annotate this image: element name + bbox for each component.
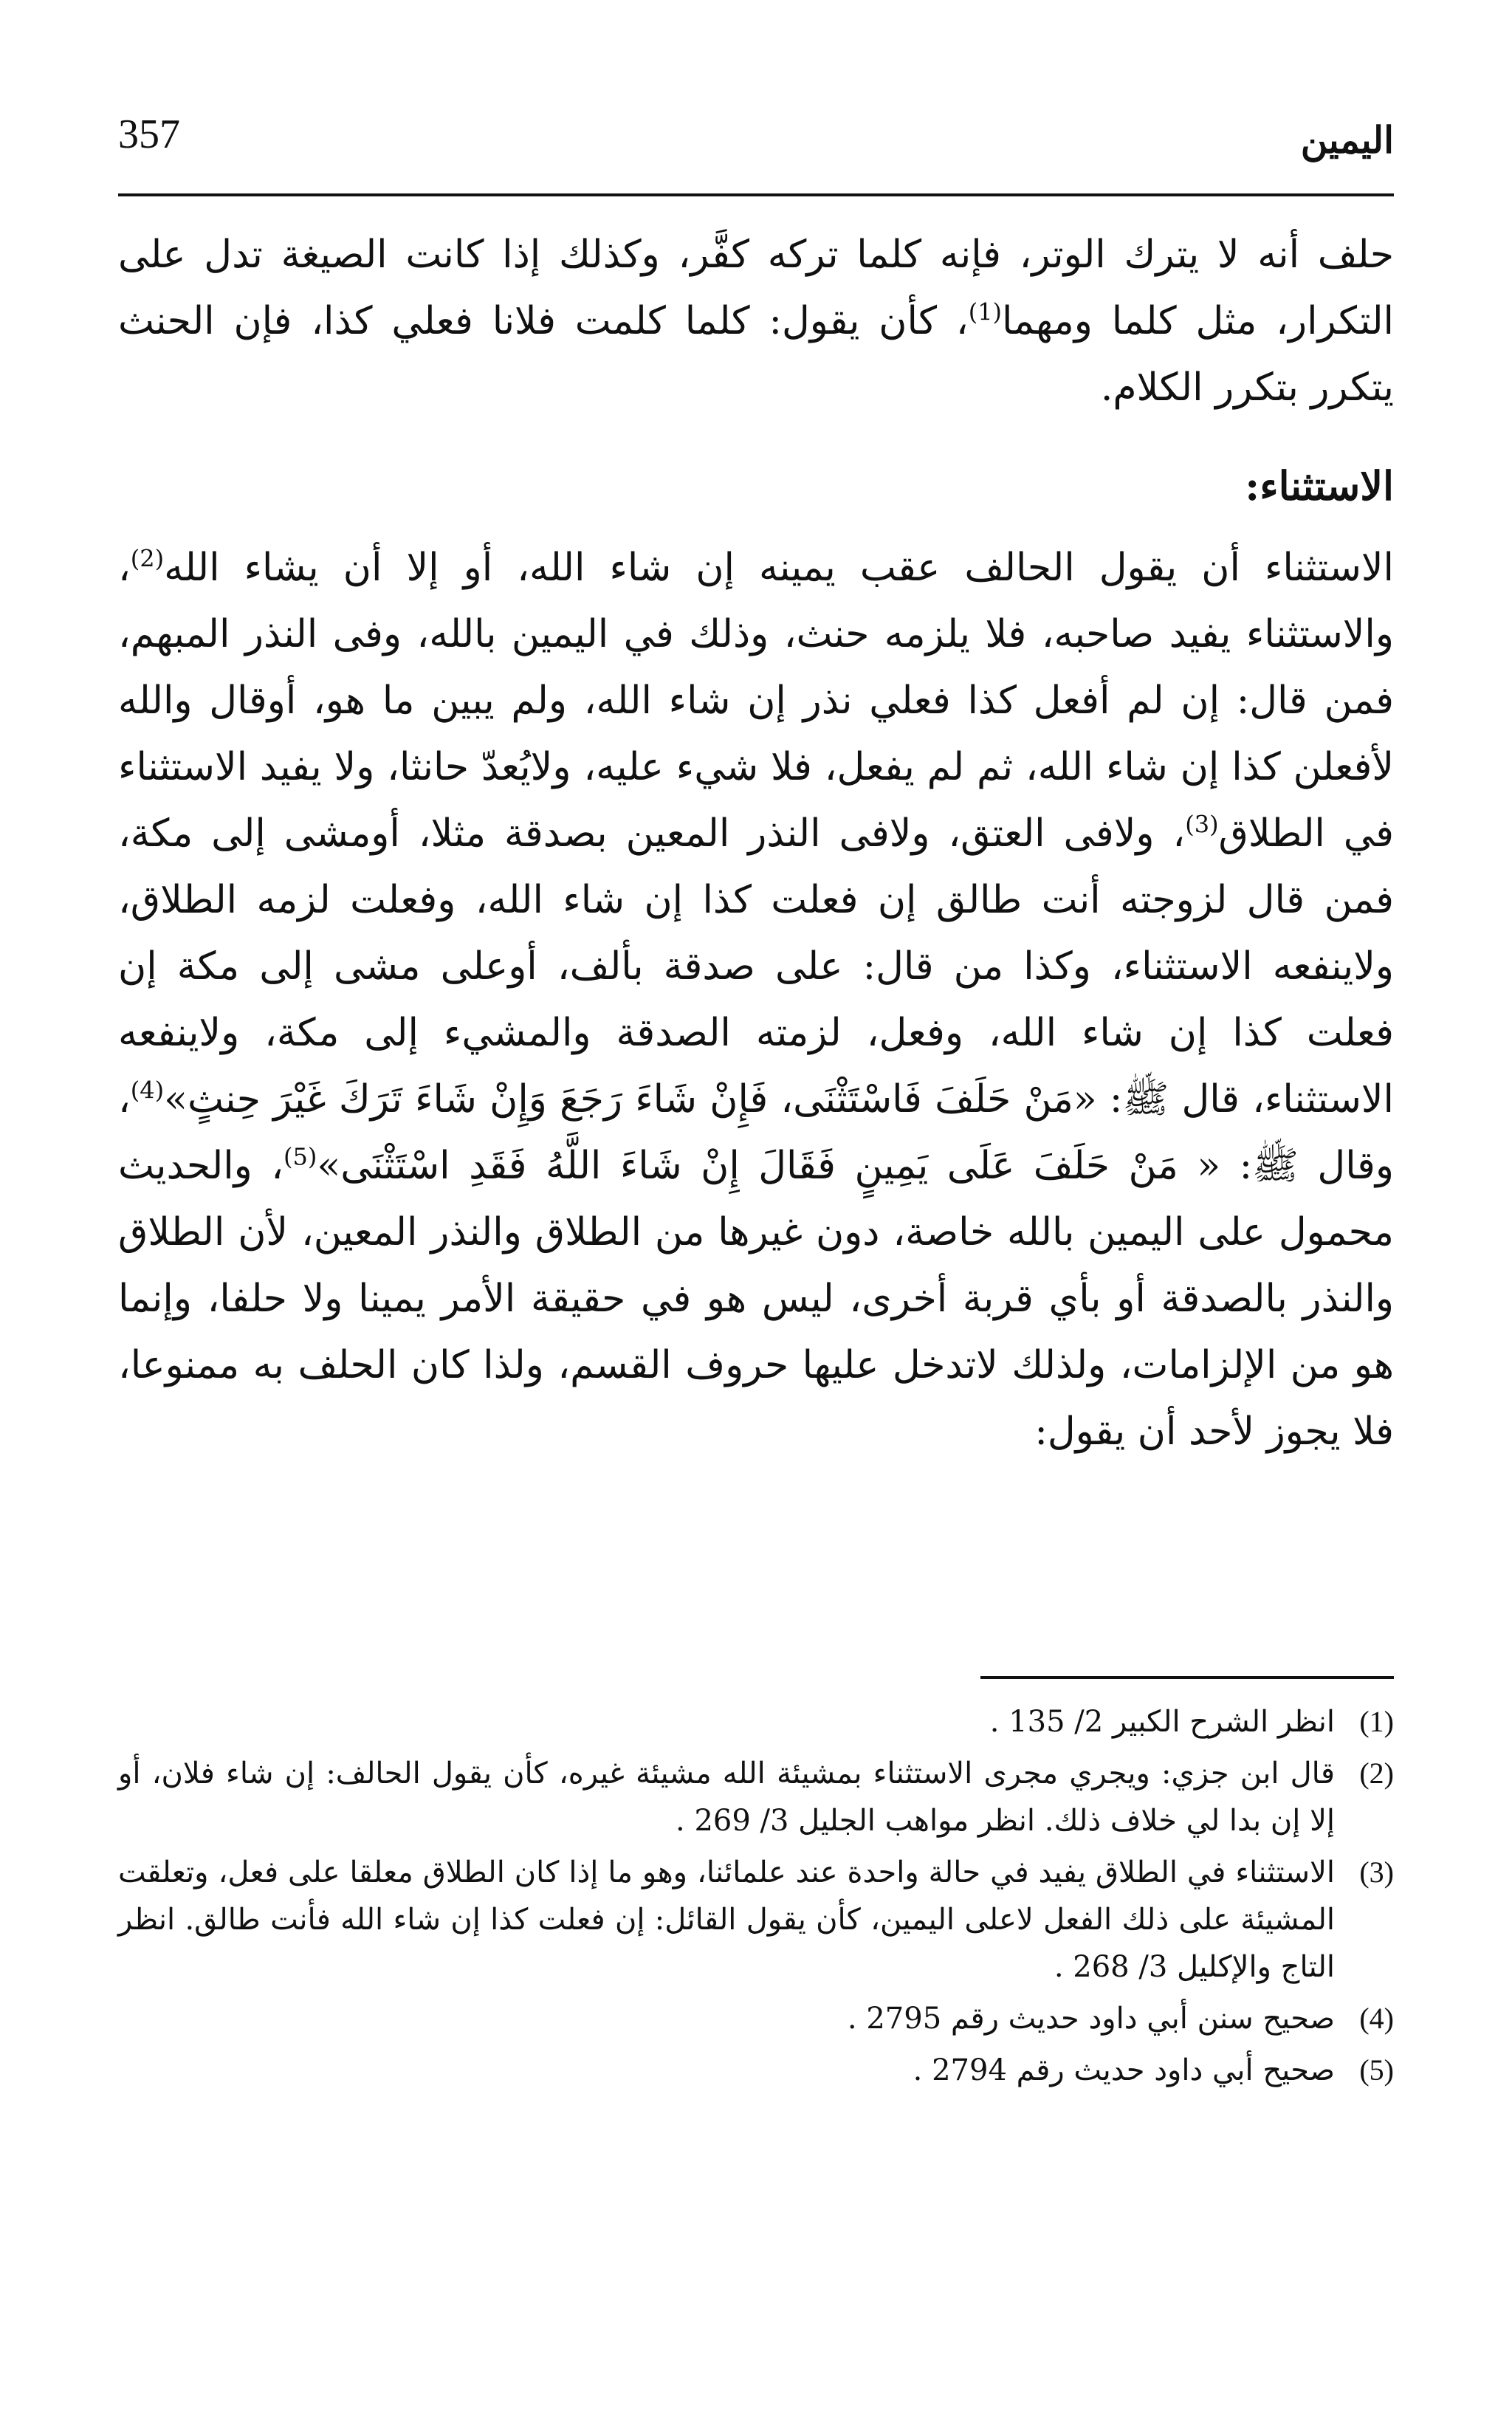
footnote-text: انظر الشرح الكبير 2/ 135 .: [989, 1705, 1335, 1739]
paragraph-2: [118, 535, 1394, 1465]
footnote: [118, 1995, 1394, 2042]
footnote-number: (3): [1359, 1855, 1394, 1889]
footnotes: [118, 1698, 1394, 2098]
footnote-ref-2[interactable]: (2): [130, 544, 165, 573]
footnote-ref-4[interactable]: (4): [130, 1076, 165, 1105]
footnote-ref-3[interactable]: (3): [1185, 810, 1219, 839]
paragraph-1-text-b: ، كأن يقول: كلما كلمت فلانا فعلي كذا، فإن الحنث يتكرر بتكرر الكلام.: [118, 299, 1394, 410]
paragraph-2-text-a: الاستثناء أن يقول الحالف عقب يمينه إن شاء الله، أو إلا أن يشاء الله: [164, 546, 1394, 590]
paragraph-1: [118, 222, 1394, 421]
footnote-number: (1): [1359, 1705, 1394, 1738]
footnote-text: الاستثناء في الطلاق يفيد في حالة واحدة عند علمائنا، وهو ما إذا كان الطلاق معلقا على فعل، وتعلقت المشيئة على ذلك الفعل لاعلى اليمين، كأن يقول القائل: إن فعلت كذا إن شاء الله فأنت طالق. انظر التاج والإكليل 3/ 268 .: [118, 1855, 1335, 1984]
paragraph-2-text-e: ، والحديث محمول على اليمين بالله خاصة، دون غيرها من الطلاق والنذر المعين، لأن الطلاق والنذر بالصدقة أو بأي قربة أخرى، ليس هو في حقيقة الأمر يمينا ولا حلفا، وإنما هو من الإلزامات، ولذلك لاتدخل عليها حروف القسم، ولذا كان الحلف به ممنوعا، فلا يجوز لأحد أن يقول:: [118, 1144, 1394, 1454]
footnote-ref-5[interactable]: (5): [284, 1142, 317, 1171]
footnote-number: (2): [1359, 1757, 1394, 1790]
running-title: اليمين: [1300, 118, 1394, 162]
page-number: 357: [118, 111, 180, 157]
footnote: [118, 1698, 1394, 1745]
footnote-rule: [980, 1676, 1394, 1679]
section-heading: الاستثناء:: [1245, 462, 1394, 509]
footnote: [118, 2047, 1394, 2094]
footnote-number: (5): [1359, 2053, 1394, 2087]
footnote-text: صحيح أبي داود حديث رقم 2794 .: [913, 2053, 1335, 2087]
paragraph-2-text-c: ، ولافى العتق، ولافى النذر المعين بصدقة مثلا، أومشى إلى مكة، فمن قال لزوجته أنت طالق إن فعلت كذا إن شاء الله، وفعلت لزمه الطلاق، ولاينفعه الاستثناء، وكذا من قال: على صدقة بألف، أوعلى مشى إلى مكة إن فعلت كذا إن شاء الله، وفعل، لزمته الصدقة والمشيء إلى مكة، ولاينفعه الاستثناء، قال ﷺ: «مَنْ حَلَفَ فَاسْتَثْنَى، فَإِنْ شَاءَ رَجَعَ وَإِنْ شَاءَ تَرَكَ غَيْرَ حِنثٍ»: [118, 811, 1394, 1122]
footnote-ref-1[interactable]: (1): [968, 298, 1003, 326]
paragraph-1-text-a: حلف أنه لا يترك الوتر، فإنه كلما تركه كفَّر، وكذلك إذا كانت الصيغة تدل على التكرار، مثل كلما ومهما: [118, 233, 1394, 343]
header-rule: [118, 193, 1394, 196]
footnote: [118, 1750, 1394, 1844]
footnote-text: قال ابن جزي: ويجري مجرى الاستثناء بمشيئة الله مشيئة غيره، كأن يقول الحالف: إن شاء فلان، أو إلا إن بدا لي خلاف ذلك. انظر مواهب الجليل 3/ 269 .: [118, 1757, 1335, 1838]
footnote-number: (4): [1359, 2002, 1394, 2035]
footnote-text: صحيح سنن أبي داود حديث رقم 2795 .: [847, 2002, 1335, 2036]
paragraph-2-text-b: ، والاستثناء يفيد صاحبه، فلا يلزمه حنث، وذلك في اليمين بالله، وفى النذر المبهم، فمن قال: إن لم أفعل كذا فعلي نذر إن شاء الله، ولم يبين ما هو، أوقال والله لأفعلن كذا إن شاء الله، ثم لم يفعل، فلا شيء عليه، ولايُعدّ حانثا، ولا يفيد الاستثناء في الطلاق: [118, 546, 1394, 856]
paragraph-2-text-d: ، وقال ﷺ: « مَنْ حَلَفَ عَلَى يَمِينٍ فَقَالَ إِنْ شَاءَ اللَّهُ فَقَدِ اسْتَثْنَى»: [118, 1077, 1395, 1188]
main-text: [118, 222, 1394, 1465]
footnote: [118, 1849, 1394, 1991]
